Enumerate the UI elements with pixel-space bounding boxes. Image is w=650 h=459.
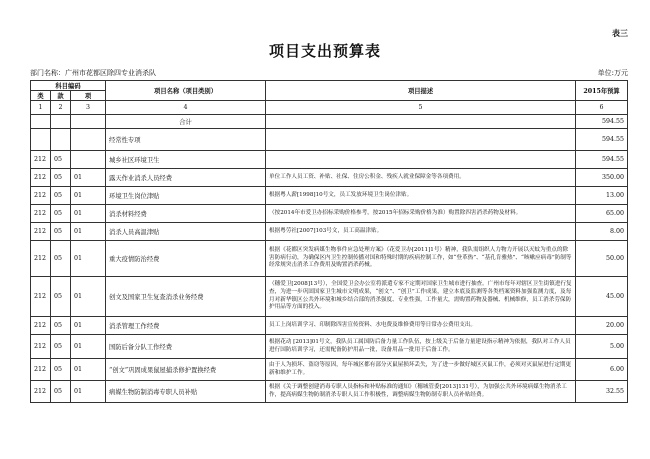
lei-cell: 212 bbox=[31, 205, 51, 223]
lei-cell: 212 bbox=[31, 241, 51, 277]
project-desc-cell: 根据花动 [2013]01号文，我队员工属国防后备力量工作队伍，按上级关于后备力量建设指示精神为依据，我队对工作人员进行国防培训学习，还需配备防护用品一批，设备用品一批用于后备工作。 bbox=[266, 335, 576, 359]
project-desc-cell: （穗爱卫[2008]13号），全国爱卫会办公室将派遣专家不定期对国家卫生城市进行抽查。广州市每年对辖区卫生街镇进行复查，为进一步巩固国家卫生城市文明成果，“创文”、“创卫”工作成果，建立本底及监测等各类档案资料加强监测力度，及每月对新华镇区公共外环境和城乡结合部的消杀强度、专业性强，工作量大，需购置药物及器械、机械维修，员工消杀劳保防护用品等方面的投入。 bbox=[266, 277, 576, 317]
lei-cell: 212 bbox=[31, 359, 51, 381]
budget-amount-cell: 594.55 bbox=[576, 151, 628, 169]
lei-cell bbox=[31, 115, 51, 129]
table-row bbox=[31, 187, 628, 205]
project-name-cell: 病媒生物防制消毒专职人员补贴 bbox=[106, 381, 266, 403]
xiang-cell: 01 bbox=[71, 205, 106, 223]
project-desc-cell: 由于人为损坏、盗窃等原因，每年城区都有部分灭鼠屋损坏丢失，为了进一步做好城区灭鼠工作，必须对灭鼠屋进行定期更新和维护工作。 bbox=[266, 359, 576, 381]
index-cell: 1 bbox=[31, 101, 51, 115]
project-name-cell: 消杀材料经费 bbox=[106, 205, 266, 223]
project-desc-header: 项目描述 bbox=[266, 81, 576, 101]
kuan-cell bbox=[51, 115, 71, 129]
table-row bbox=[31, 317, 628, 335]
budget-amount-cell: 65.00 bbox=[576, 205, 628, 223]
project-desc-cell: （按2014年市爱卫办招标采购价格参考，按2015年招标采购价格为准）购置除四害消杀药物及材料。 bbox=[266, 205, 576, 223]
xiang-cell bbox=[71, 115, 106, 129]
project-name-cell: 城乡社区环境卫生 bbox=[106, 151, 266, 169]
table-row bbox=[31, 241, 628, 277]
project-desc-cell: 单位工作人员工资、补贴、社保、住房公积金、残疾人就业保障金等各项费用。 bbox=[266, 169, 576, 187]
kuan-cell: 05 bbox=[51, 241, 71, 277]
budget-amount-cell: 20.00 bbox=[576, 317, 628, 335]
xiang-cell: 01 bbox=[71, 223, 106, 241]
project-desc-cell bbox=[266, 115, 576, 129]
budget-amount-cell: 8.00 bbox=[576, 223, 628, 241]
kuan-cell: 05 bbox=[51, 381, 71, 403]
project-desc-cell: 员工上岗培训学习、印制除四害宣传资料、水电费及维修费用等日常办公费用支出。 bbox=[266, 317, 576, 335]
kuan-cell: 05 bbox=[51, 335, 71, 359]
page-title: 项目支出预算表 bbox=[268, 42, 381, 60]
table-row bbox=[31, 277, 628, 317]
table-row bbox=[31, 223, 628, 241]
project-name-cell: 消杀管理工作经费 bbox=[106, 317, 266, 335]
budget-amount-cell: 6.00 bbox=[576, 359, 628, 381]
table-row bbox=[31, 151, 628, 169]
xiang-header: 项 bbox=[71, 91, 106, 101]
xiang-cell: 01 bbox=[71, 241, 106, 277]
budget-amount-cell: 5.00 bbox=[576, 335, 628, 359]
kuan-cell: 05 bbox=[51, 317, 71, 335]
table-row bbox=[31, 359, 628, 381]
kuan-cell bbox=[51, 129, 71, 151]
lei-cell bbox=[31, 129, 51, 151]
xiang-cell bbox=[71, 129, 106, 151]
lei-cell: 212 bbox=[31, 151, 51, 169]
kuan-cell: 05 bbox=[51, 169, 71, 187]
lei-cell: 212 bbox=[31, 335, 51, 359]
budget-header: 2015年预算 bbox=[576, 81, 628, 101]
kuan-cell: 05 bbox=[51, 359, 71, 381]
project-name-cell: 露天作业消杀人员经费 bbox=[106, 169, 266, 187]
budget-amount-cell: 32.55 bbox=[576, 381, 628, 403]
budget-amount-cell: 350.00 bbox=[576, 169, 628, 187]
project-desc-cell: 根据《花都区突发病媒生物事件应急处理方案》（花爱卫办[2011]1号）精神，我队需组织人力物力开展以灭蚊为重点的除害防病行动，为确保区内卫生控制传播对国和特殊时期的疾病控制工作，如“登革热”、“基孔肯雅热”、“咳嗽应病毒”防制等经常规突击消杀工作费用及购置消杀药械。 bbox=[266, 241, 576, 277]
table-row bbox=[31, 115, 628, 129]
lei-cell: 212 bbox=[31, 277, 51, 317]
project-name-cell: 重大疫情防治经费 bbox=[106, 241, 266, 277]
project-name-cell: 创文及国家卫生复查消杀业务经费 bbox=[106, 277, 266, 317]
budget-table bbox=[30, 80, 628, 403]
xiang-cell: 01 bbox=[71, 359, 106, 381]
budget-amount-cell: 594.55 bbox=[576, 129, 628, 151]
lei-cell: 212 bbox=[31, 317, 51, 335]
table-row bbox=[31, 205, 628, 223]
index-cell: 3 bbox=[71, 101, 106, 115]
index-row bbox=[31, 101, 628, 115]
budget-amount-cell: 45.00 bbox=[576, 277, 628, 317]
kuan-cell: 05 bbox=[51, 151, 71, 169]
table-row bbox=[31, 335, 628, 359]
kuan-cell: 05 bbox=[51, 277, 71, 317]
index-cell: 5 bbox=[266, 101, 576, 115]
project-name-cell: “创文”巩固成果鼠屋捕杀修护置换经费 bbox=[106, 359, 266, 381]
lei-cell: 212 bbox=[31, 381, 51, 403]
project-name-cell: 环境卫生岗位津贴 bbox=[106, 187, 266, 205]
index-cell: 4 bbox=[106, 101, 266, 115]
kuan-cell: 05 bbox=[51, 187, 71, 205]
lei-header: 类 bbox=[31, 91, 51, 101]
lei-cell: 212 bbox=[31, 187, 51, 205]
department-name: 部门名称：广州市花都区除四专业消杀队 bbox=[30, 69, 156, 77]
project-desc-cell bbox=[266, 129, 576, 151]
xiang-cell: 01 bbox=[71, 187, 106, 205]
table-tag: 表三 bbox=[612, 28, 628, 38]
table-row bbox=[31, 381, 628, 403]
kuan-header: 款 bbox=[51, 91, 71, 101]
project-desc-cell: 根据粤劳社[2007]103号文，员工高温津贴。 bbox=[266, 223, 576, 241]
lei-cell: 212 bbox=[31, 223, 51, 241]
table-row bbox=[31, 129, 628, 151]
project-name-cell: 合计 bbox=[106, 115, 266, 129]
project-name-cell: 经常性专项 bbox=[106, 129, 266, 151]
xiang-cell bbox=[71, 151, 106, 169]
xiang-cell: 01 bbox=[71, 335, 106, 359]
xiang-cell: 01 bbox=[71, 317, 106, 335]
budget-amount-cell: 594.55 bbox=[576, 115, 628, 129]
budget-amount-cell: 50.00 bbox=[576, 241, 628, 277]
project-name-header: 项目名称（项目类别） bbox=[106, 81, 266, 101]
xiang-cell: 01 bbox=[71, 169, 106, 187]
project-name-cell: 消杀人员高温津贴 bbox=[106, 223, 266, 241]
subject-code-header: 科目编码 bbox=[31, 81, 106, 91]
xiang-cell: 01 bbox=[71, 277, 106, 317]
lei-cell: 212 bbox=[31, 169, 51, 187]
budget-amount-cell: 13.00 bbox=[576, 187, 628, 205]
project-desc-cell bbox=[266, 151, 576, 169]
project-desc-cell: 根据粤人薪[1998]10号文，员工发放环境卫生岗位津贴。 bbox=[266, 187, 576, 205]
kuan-cell: 05 bbox=[51, 205, 71, 223]
table-row bbox=[31, 169, 628, 187]
project-desc-cell: 根据《关于调整创建消毒专职人员指标和补贴标准的通知》（穗城管委[2013]131号），为加强公共外环境病媒生物消杀工作，提高病媒生物防制消杀专职人员工作积极性，调整病媒生物防制专职人员补贴经费。 bbox=[266, 381, 576, 403]
header-row-1 bbox=[31, 81, 628, 91]
xiang-cell: 01 bbox=[71, 381, 106, 403]
kuan-cell: 05 bbox=[51, 223, 71, 241]
unit-label: 单位:万元 bbox=[597, 69, 628, 77]
project-name-cell: 国防后备分队工作经费 bbox=[106, 335, 266, 359]
index-cell: 2 bbox=[51, 101, 71, 115]
index-cell: 6 bbox=[576, 101, 628, 115]
